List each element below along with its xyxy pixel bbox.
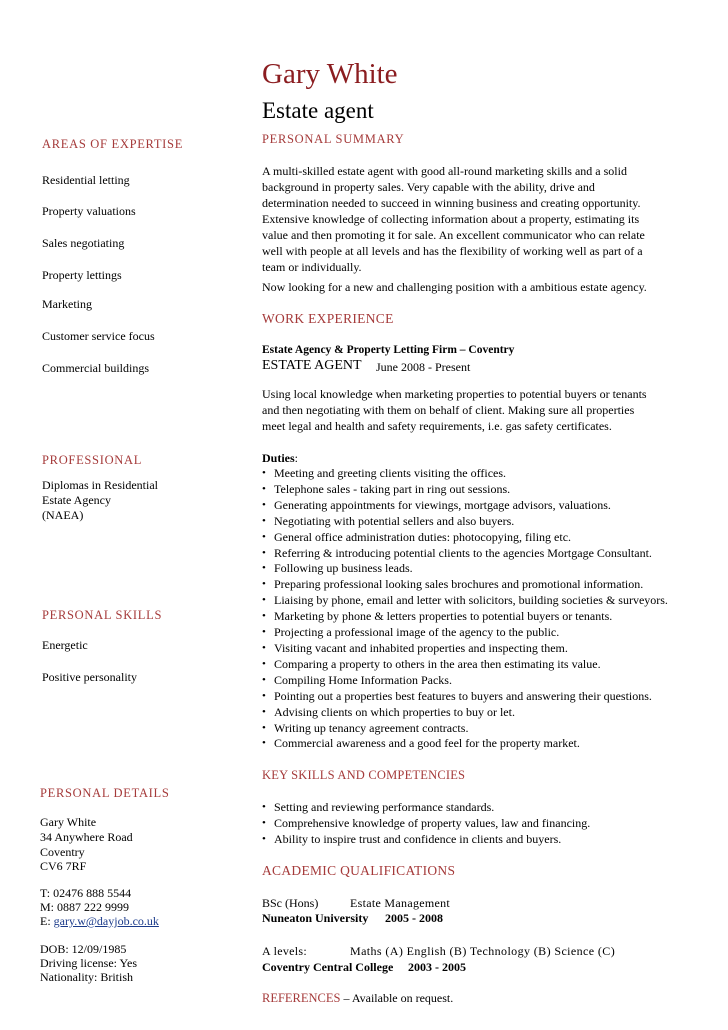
- details-heading: PERSONAL DETAILS: [40, 786, 170, 800]
- work-description-line: and then negotiating with them on behalf of client. Making sure all properties: [262, 403, 635, 417]
- duty-item: • Negotiating with potential sellers and also buyers.: [262, 514, 668, 530]
- expertise-item: Customer service focus: [42, 329, 155, 343]
- summary-closing: Now looking for a new and challenging position with a ambitious estate agency.: [262, 280, 647, 294]
- university-dates: 2005 - 2008: [385, 911, 443, 925]
- summary-text: [262, 163, 682, 275]
- academic-heading: ACADEMIC QUALIFICATIONS: [262, 863, 456, 878]
- address-line: 34 Anywhere Road: [40, 830, 133, 844]
- work-dates: June 2008 - Present: [376, 360, 471, 374]
- professional-line: Estate Agency: [42, 493, 111, 507]
- skills-heading: PERSONAL SKILLS: [42, 608, 163, 622]
- candidate-name: Gary White: [262, 58, 398, 90]
- duty-item: • Writing up tenancy agreement contracts.: [262, 721, 668, 737]
- driving-license: Driving license: Yes: [40, 956, 137, 970]
- university: Nuneaton University: [262, 911, 369, 925]
- expertise-item: Commercial buildings: [42, 361, 149, 375]
- email-link[interactable]: gary.w@dayjob.co.uk: [53, 914, 159, 928]
- work-description-line: meet legal and health and safety requirements, i.e. gas safety certificates.: [262, 419, 612, 433]
- key-skill-item: • Ability to inspire trust and confidence in clients and buyers.: [262, 832, 590, 848]
- duties-colon: :: [294, 451, 299, 465]
- duty-item: • Meeting and greeting clients visiting the offices.: [262, 466, 668, 482]
- duty-item: • Pointing out a properties best features to buyers and answering their questions.: [262, 689, 668, 705]
- address-line: Coventry: [40, 845, 85, 859]
- summary-line: background in property sales. Very capable with the ability, drive and: [262, 180, 595, 194]
- alevels-label: A levels:: [262, 944, 308, 958]
- duty-item: • Telephone sales - taking part in ring out sessions.: [262, 482, 668, 498]
- duty-item: • Referring & introducing potential clients to the agencies Mortgage Consultant.: [262, 546, 668, 562]
- duty-item: • Following up business leads.: [262, 561, 668, 577]
- duty-item: • Projecting a professional image of the agency to the public.: [262, 625, 668, 641]
- key-skills-heading: KEY SKILLS AND COMPETENCIES: [262, 768, 466, 782]
- duty-item: • Visiting vacant and inhabited properties and inspecting them.: [262, 641, 668, 657]
- summary-line: A multi-skilled estate agent with good all-round marketing skills and a solid: [262, 164, 627, 178]
- expertise-item: Marketing: [42, 297, 92, 311]
- date-of-birth: DOB: 12/09/1985: [40, 942, 127, 956]
- references-dash: –: [340, 991, 352, 1005]
- references-text: Available on request.: [351, 991, 454, 1005]
- summary-line: value and then promoting it for sale. An excellent communicator who can relate: [262, 228, 645, 242]
- work-description: [262, 386, 682, 434]
- professional-line: (NAEA): [42, 508, 84, 522]
- expertise-item: Sales negotiating: [42, 236, 125, 250]
- duty-item: • Marketing by phone & letters properties to potential buyers or tenants.: [262, 609, 668, 625]
- email-label: E:: [40, 914, 51, 928]
- duties-label-row: [262, 451, 298, 466]
- references-row: [262, 991, 453, 1006]
- duty-item: • Generating appointments for viewings, mortgage advisors, valuations.: [262, 498, 668, 514]
- expertise-item: Residential letting: [42, 173, 130, 187]
- degree: BSc (Hons): [262, 896, 319, 910]
- duty-item: • Advising clients on which properties to buy or let.: [262, 705, 668, 721]
- expertise-item: Property valuations: [42, 204, 136, 218]
- skill-item: Energetic: [42, 638, 88, 652]
- duty-item: • Commercial awareness and a good feel for the property market.: [262, 736, 668, 752]
- position: ESTATE AGENT: [262, 358, 362, 373]
- duties-label: Duties: [262, 451, 295, 465]
- address-line: Gary White: [40, 815, 97, 829]
- address-line: CV6 7RF: [40, 859, 87, 873]
- professional-heading: PROFESSIONAL: [42, 453, 143, 467]
- professional-line: Diplomas in Residential: [42, 478, 158, 492]
- summary-line: well with people at all levels and has the flexibility of working well as part of a: [262, 244, 643, 258]
- alevels-grades: Maths (A) English (B) Technology (B) Science (C): [350, 944, 616, 958]
- degree-subject: Estate Management: [350, 896, 451, 910]
- summary-line: Extensive knowledge of collecting information about a property, estimating its: [262, 212, 640, 226]
- references-heading: REFERENCES: [262, 991, 341, 1005]
- phone: T: 02476 888 5544: [40, 886, 132, 900]
- duty-item: • Preparing professional looking sales brochures and promotional information.: [262, 577, 668, 593]
- nationality: Nationality: British: [40, 970, 133, 984]
- key-skill-item: • Comprehensive knowledge of property values, law and financing.: [262, 816, 590, 832]
- duty-item: • Liaising by phone, email and letter with solicitors, building societies & surveyors.: [262, 593, 668, 609]
- skill-item: Positive personality: [42, 670, 137, 684]
- expertise-heading: AREAS OF EXPERTISE: [42, 137, 184, 151]
- expertise-item: Property lettings: [42, 268, 122, 282]
- key-skills-list: [262, 800, 590, 848]
- key-skill-item: • Setting and reviewing performance standards.: [262, 800, 590, 816]
- job-title: Estate agent: [262, 98, 374, 123]
- work-heading: WORK EXPERIENCE: [262, 311, 394, 326]
- college-dates: 2003 - 2005: [408, 960, 466, 974]
- summary-line: determination needed to succeed in winning business and creating opportunity.: [262, 196, 641, 210]
- email-row: [40, 914, 159, 929]
- mobile: M: 0887 222 9999: [40, 900, 130, 914]
- summary-heading: PERSONAL SUMMARY: [262, 132, 405, 146]
- college: Coventry Central College: [262, 960, 394, 974]
- duties-list: [262, 466, 668, 752]
- employer: Estate Agency & Property Letting Firm – Coventry: [262, 344, 515, 356]
- duty-item: • General office administration duties: photocopying, filing etc.: [262, 530, 668, 546]
- work-description-line: Using local knowledge when marketing properties to potential buyers or tenants: [262, 387, 647, 401]
- summary-line: team or individually.: [262, 260, 362, 274]
- duty-item: • Comparing a property to others in the area then estimating its value.: [262, 657, 668, 673]
- duty-item: • Compiling Home Information Packs.: [262, 673, 668, 689]
